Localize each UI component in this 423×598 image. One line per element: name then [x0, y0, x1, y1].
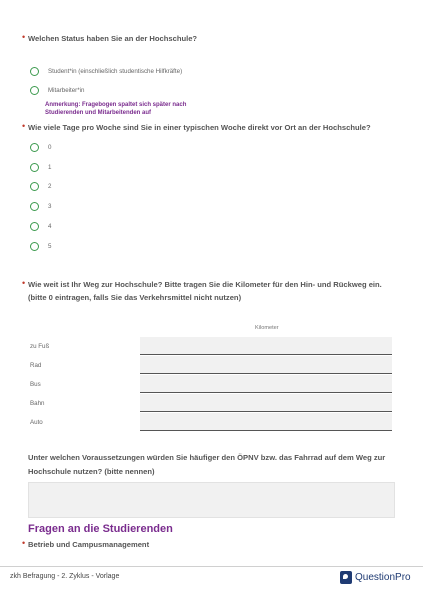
radio-option-4[interactable]: [30, 222, 51, 231]
radio-label: 3: [48, 203, 52, 210]
column-header-kilometer: Kilometer: [255, 325, 279, 331]
radio-circle[interactable]: [30, 202, 39, 211]
radio-circle[interactable]: [30, 242, 39, 251]
radio-label: Mitarbeiter*in: [48, 87, 85, 94]
question-distance-hint: (bitte 0 eintragen, falls Sie das Verkehrsmittel nicht nutzen): [28, 293, 242, 302]
required-marker: •: [22, 278, 26, 288]
radio-circle[interactable]: [30, 86, 39, 95]
note-line: Studierenden und Mitarbeitenden auf: [45, 110, 152, 117]
row-label-bus: Bus: [30, 381, 41, 388]
questionpro-logo: [340, 571, 411, 584]
question-days: Wie viele Tage pro Woche sind Sie in einer typischen Woche direkt vor Ort an der Hochschule?: [28, 123, 371, 132]
km-input-walk[interactable]: [140, 337, 392, 355]
km-input-car[interactable]: [140, 413, 392, 431]
radio-circle[interactable]: [30, 143, 39, 152]
radio-option-5[interactable]: [30, 242, 51, 251]
required-marker: •: [22, 32, 26, 42]
questionpro-icon: [340, 571, 352, 584]
row-label-bike: Rad: [30, 362, 42, 369]
footer-title: zkh Befragung - 2. Zyklus - Vorlage: [10, 573, 120, 580]
question-distance: Wie weit ist Ihr Weg zur Hochschule? Bitte tragen Sie die Kilometer für den Hin- und Rückweg ein.: [28, 280, 382, 289]
radio-option-2[interactable]: [30, 182, 51, 191]
note-line: Anmerkung: Fragebogen spaltet sich später nach: [45, 102, 187, 108]
section-title: Fragen an die Studierenden: [28, 523, 173, 535]
radio-label: Student*in (einschließlich studentische Hilfkräfte): [48, 68, 183, 75]
radio-circle[interactable]: [30, 163, 39, 172]
radio-option-staff[interactable]: [30, 86, 84, 95]
km-input-bike[interactable]: [140, 356, 392, 374]
radio-option-student[interactable]: [30, 67, 182, 76]
branching-note: [45, 101, 186, 117]
conditions-textarea[interactable]: [28, 482, 395, 518]
question-status: Welchen Status haben Sie an der Hochschule?: [28, 34, 198, 43]
km-input-bus[interactable]: [140, 375, 392, 393]
radio-label: 1: [48, 164, 52, 171]
row-label-train: Bahn: [30, 400, 45, 407]
radio-circle[interactable]: [30, 182, 39, 191]
radio-label: 0: [48, 144, 52, 151]
radio-label: 2: [48, 183, 52, 190]
radio-circle[interactable]: [30, 67, 39, 76]
row-label-car: Auto: [30, 419, 43, 426]
required-marker: •: [22, 538, 26, 548]
question-conditions: Unter welchen Voraussetzungen würden Sie häufiger den ÖPNV bzw. das Fahrrad auf dem Weg zur: [28, 453, 386, 462]
radio-option-0[interactable]: [30, 143, 51, 152]
km-input-train[interactable]: [140, 394, 392, 412]
radio-option-1[interactable]: [30, 163, 51, 172]
question-conditions-line2: Hochschule nutzen? (bitte nennen): [28, 467, 155, 476]
radio-option-3[interactable]: [30, 202, 51, 211]
radio-label: 5: [48, 243, 52, 250]
radio-label: 4: [48, 223, 52, 230]
logo-text: QuestionPro: [355, 572, 411, 583]
required-marker: •: [22, 121, 26, 131]
footer-divider: [0, 566, 423, 567]
section-subtitle: Betrieb und Campusmanagement: [28, 540, 150, 549]
row-label-walk: zu Fuß: [30, 343, 50, 350]
radio-circle[interactable]: [30, 222, 39, 231]
